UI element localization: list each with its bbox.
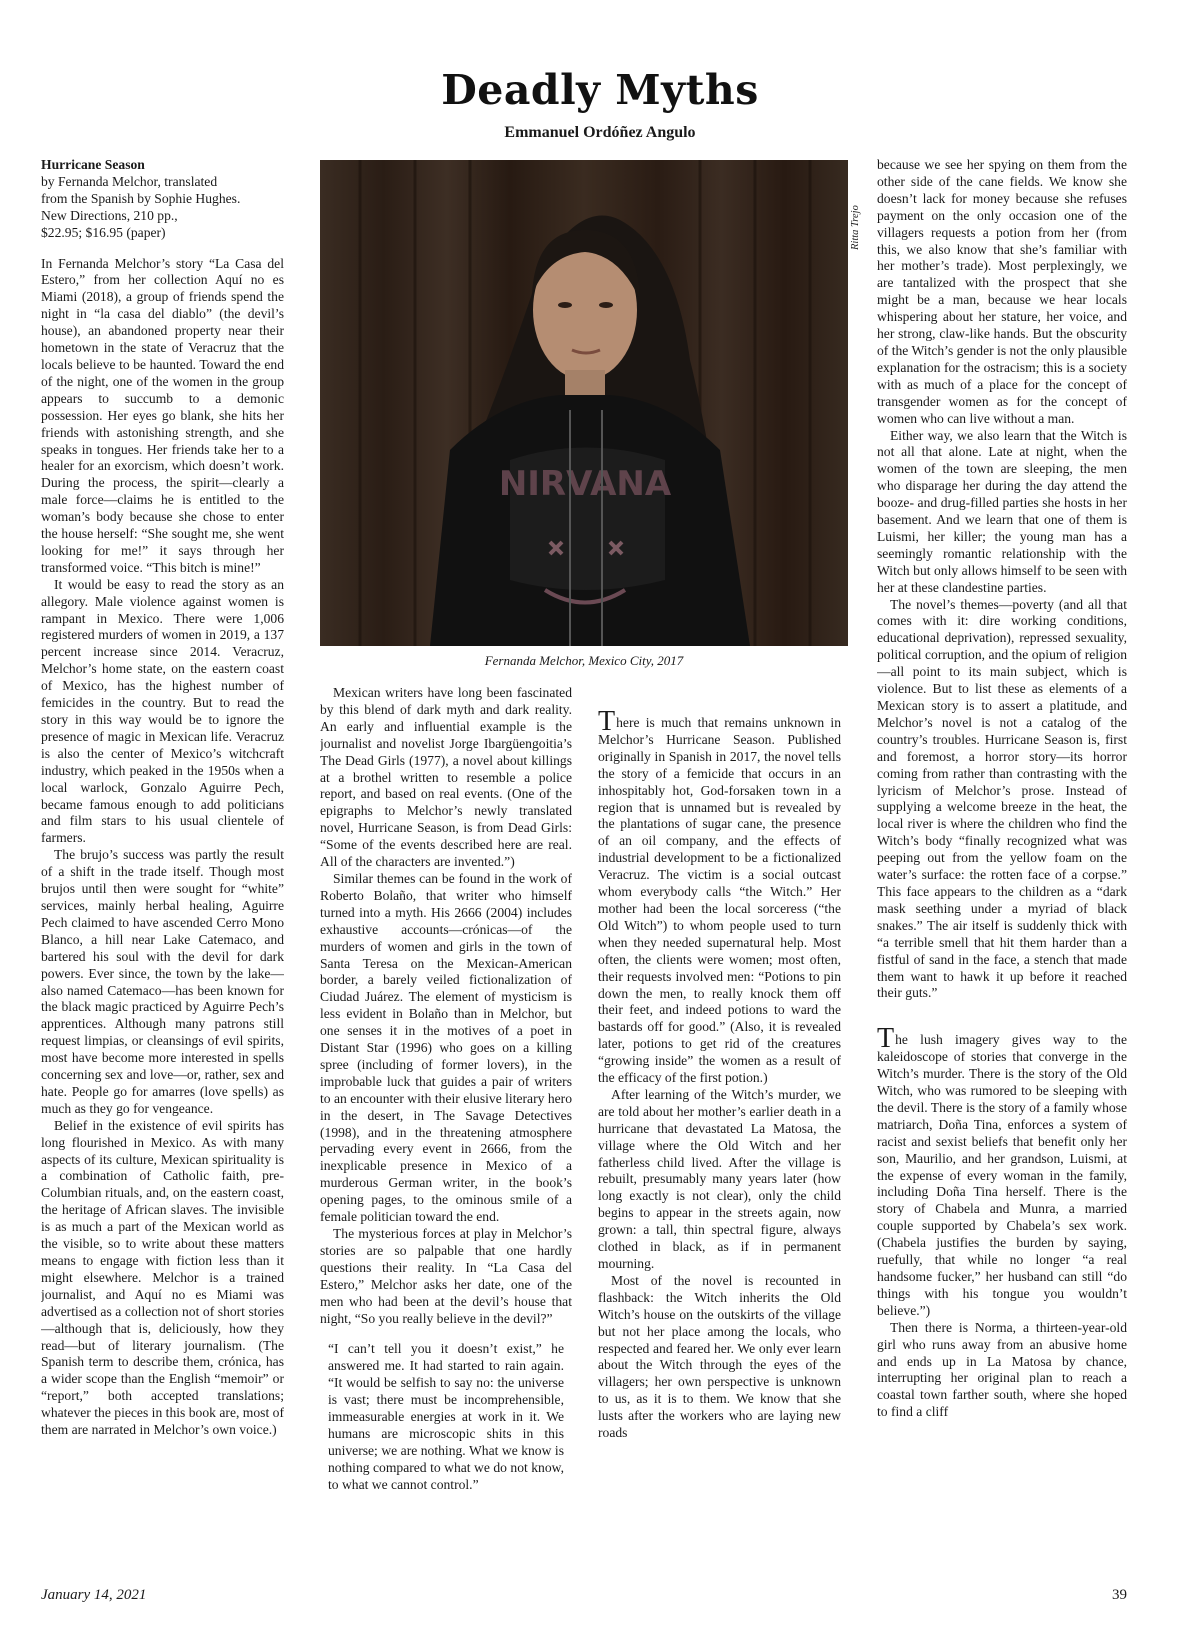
body-paragraph: The brujo’s success was partly the result of a shift in the trade itself. Though most brujos until then were sought for “white” services, mainly herbal healing, Aguirre Pech claimed to have ascended Cerro Mono Blanco, a hill near Lake Catemaco, and bartered his soul with the devil for dark powers. Ever since, the town by the lake—also named Catemaco—has been known for the black magic practiced by Aguirre Pech’s apprentices. Although many patrons still request limpias, or cleansings of evil spirits, most have become more interested in spells concerning sex and love—or, rather, sex and hate. People go for amarres (love spells) as much as they go for vengeance. xyxy=(41,847,284,1116)
body-paragraph: The novel’s themes—poverty (and all that comes with it: dire working conditions, educational deprivation), repressed sexuality, political corruption, and the opium of religion—all point to its main subject, which is violence. But to list these as elements of a Mexican story is to assert a platitude, and Melchor’s novel is not a catalog of the country’s troubles. Hurricane Season is, first and foremost, a horror story—its horror coming from rather than contrasting with the lyricism of Melchor’s prose. Instead of supplying a welcome breeze in the heat, the local river is where the children who find the Witch’s body “finally recognized what was peeping out from the yellow foam on the water’s surface: the rotten face of a corpse.” This face appears to the children as a “dark mask seething under a myriad of black snakes.” The air itself is suddenly thick with “a terrible smell that hit them harder than a fistful of sand in the face, a stench that made them want to hawk it up before it reached their guts.” xyxy=(877,596,1127,1001)
section-opening-paragraph xyxy=(598,706,841,1087)
paragraph-text: he lush imagery gives way to the kaleidoscope of stories that converge in the Witch’s murder. There is the story of the Old Witch, who was rumored to be sleeping with the devil. There is the story of a family whose matriarch, Doña Tina, enforces a system of racist and sexist beliefs that benefit only her son, Maurilio, and her grandson, Luismi, at the expense of every woman in the family, including Doña Tina herself. There is the story of Chabela and Munra, a married couple supported by Chabela’s sex work. (Chabela justifies the burden by saying, ruefully, that while no longer “a real handsome fucker,” her husband can still “do things with his tongue you wouldn’t believe.”) xyxy=(877,1032,1127,1318)
body-paragraph: In Fernanda Melchor’s story “La Casa del Estero,” from her collection Aquí no es Miami (2018), a group of friends spend the night in “la casa del diablo” (the devil’s house), an abandoned property near their hometown in the state of Veracruz that the locals believe to be haunted. Toward the end of the night, one of the women in the group appears to succumb to a demonic possession. Her eyes go blank, she hits her friends with astonishing strength, and she speaks in tongues. Her friends take her to a healer for an exorcism, which doesn’t work. During the process, the spirit—clearly a male force—claims he is entitled to the woman’s body because she chose to enter the house herself: “She sought me, she went looking for me!” it says through her transformed voice. “This bitch is mine!” xyxy=(41,255,284,575)
svg-text:NIRVANA: NIRVANA xyxy=(498,464,672,504)
paragraph-text: here is much that remains unknown in Melchor’s Hurricane Season. Published originally in Spanish in 2017, the novel tells the story of a femicide that occurs in an inhospitably hot, God-forsaken town in a region that is unnamed but is revealed by the plantations of sugar cane, the presence of an oil company, and the effects of industrial development to be a fictionalized Veracruz. The victim is a social outcast whom everybody calls “the Witch.” Her mother had been the local sorceress (“the Old Witch”) to whom people used to turn when they needed supernatural help. Most often, the clients were women; most often, their requests involved men: “Potions to pin down the men, to really knock them off their feet, and indeed potions to ward the bastards off for good.” (Also, it is revealed later, potions to get rid of the creatures “growing inside” the women as a result of the efficacy of the first potion.) xyxy=(598,715,841,1086)
book-info-line: $22.95; $16.95 (paper) xyxy=(41,224,166,240)
body-paragraph: Similar themes can be found in the work of Roberto Bolaño, that writer who himself turned into a myth. His 2666 (2004) includes exhaustive accounts—crónicas—of the murders of women and girls in the town of Santa Teresa on the Mexican-American border, a barely veiled fictionalization of Ciudad Juárez. The element of mysticism is less evident in Bolaño than in Melchor, but one senses it in the motives of a poet in Distant Star (1996) who goes on a killing spree (including of former lovers), in the improbable luck that guides a pair of writers to an encounter with their elusive literary hero in the desert, in The Savage Detectives (1998), and in the threatening atmosphere pervading every event in 2666, from the inexplicable presence in Mexico of a murderous German writer, in the book’s opening pages, to the ominous smile of a female politician toward the end. xyxy=(320,870,572,1225)
drop-cap: T xyxy=(598,706,616,737)
block-quote: “I can’t tell you it doesn’t exist,” he answered me. It had started to rain again. “It would be selfish to say no: the universe is vast; there must be incomprehensible, immeasurable energies at work in it. We humans are microscopic shits in this universe; we are nothing. What we know is nothing compared to what we do not know, to what we cannot control.” xyxy=(328,1341,564,1492)
column-1 xyxy=(41,157,284,1567)
author-photo xyxy=(320,160,848,646)
issue-date: January 14, 2021 xyxy=(41,1587,147,1603)
body-paragraph: Then there is Norma, a thirteen-year-old girl who runs away from an abusive home and ends up in La Matosa by chance, interrupting her original plan to reach a coastal town farther south, where she hoped to find a cliff xyxy=(877,1319,1127,1420)
author-byline: Emmanuel Ordóñez Angulo xyxy=(504,124,696,141)
photo-caption: Fernanda Melchor, Mexico City, 2017 xyxy=(484,653,684,668)
body-paragraph: It would be easy to read the story as an allegory. Male violence against women is rampant in Mexico. There were 1,006 registered murders of women in 2019, a 137 percent increase since 2014. Veracruz, Melchor’s home state, on the eastern coast of Mexico, has the highest number of femicides in the country. But to read the story in this way would be to ignore the presence of magic in Mexican life. Veracruz is also the center of Mexico’s witchcraft industry, which peaked in the 1950s when a local warlock, Gonzalo Aguirre Pech, became famous enough to add politicians and film stars to his usual clientele of farmers. xyxy=(41,576,284,846)
page-number: 39 xyxy=(1112,1587,1127,1603)
portrait-illustration xyxy=(320,160,848,646)
book-info-line: New Directions, 210 pp., xyxy=(41,207,178,223)
body-paragraph: The mysterious forces at play in Melchor’s stories are so palpable that one hardly questions their reality. In “La Casa del Estero,” Melchor asks her date, one of the men who had been at the devil’s house that night, “So you really believe in the devil?” xyxy=(320,1226,572,1326)
photo-credit: Ritta Trejo xyxy=(850,205,861,250)
book-info-line: from the Spanish by Sophie Hughes. xyxy=(41,190,241,206)
drop-cap: T xyxy=(877,1023,895,1055)
book-info-line: by Fernanda Melchor, translated xyxy=(41,173,218,189)
book-info xyxy=(41,157,284,242)
body-paragraph: Either way, we also learn that the Witch is not all that alone. Late at night, when the women of the town are sleeping, the men who disparage her during the day attend the booze- and drug-filled parties she hosts in her basement. And we learn that one of them is Luismi, her killer; the young man has a seemingly romantic relationship with the Witch but only allows himself to be seen with her at these clandestine parties. xyxy=(877,427,1127,595)
body-paragraph: Most of the novel is recounted in flashback: the Witch inherits the Old Witch’s house on the outskirts of the village but not her place among the locals, who respected and feared her. We only ever learn about the Witch through the eyes of the villagers; her own perspective is unknown to us, as it is to them. We know that she lusts after the workers who are laying new roads xyxy=(598,1272,841,1441)
column-3 xyxy=(598,685,841,1565)
body-paragraph: Belief in the existence of evil spirits has long flourished in Mexico. As with many aspects of its culture, Mexican spirituality is a combination of Catholic faith, pre-Columbian rituals, and, on the eastern coast, the heritage of African slaves. The invisible is as much a part of the Mexican world as the visible, so to write about these matters means to engage with fiction less than it might elsewhere. Melchor is a trained journalist, and Aquí no es Miami was advertised as a collection not of short stories—although that is, deliciously, how they read—but of literary journalism. (The Spanish term to describe them, crónica, has a wider scope than the English “memoir” or “report,” both accepted translations; whatever the pieces in this book are, most of them are narrated in Melchor’s own voice.) xyxy=(41,1117,284,1438)
article-title: Deadly Myths xyxy=(441,66,759,114)
section-opening-paragraph xyxy=(877,1023,1127,1319)
body-paragraph: Mexican writers have long been fascinated by this blend of dark myth and dark reality. An early and influential example is the journalist and novelist Jorge Ibargüengoitia’s The Dead Girls (1977), a novel about killings at a brothel written to resemble a police report, and based on real events. (One of the epigraphs to Melchor’s newly translated novel, Hurricane Season, is from Dead Girls: “Some of the events described here are real. All of the characters are invented.”) xyxy=(320,685,572,870)
body-paragraph: After learning of the Witch’s murder, we are told about her mother’s earlier death in a hurricane that devastated La Matosa, the village where the Old Witch and her fatherless child lived. After the village is rebuilt, presumably many years later (how long exactly is not clear), only the child begins to appear in the streets again, now grown: a tall, thin spectral figure, always clothed in black, as if in permanent mourning. xyxy=(598,1086,841,1271)
column-2 xyxy=(320,685,572,1565)
book-title: Hurricane Season xyxy=(41,157,145,172)
column-4 xyxy=(877,157,1127,1567)
body-paragraph: because we see her spying on them from the other side of the cane fields. We know she doesn’t lack for money because she refuses payment on the only occasion one of the villagers requests a potion from her (from this, we also know that she’s familiar with her mother’s trade). Most perplexingly, we are tantalized with the prospect that she might be a man, because we hear locals whispering about her stature, her voice, and her strong, claw-like hands. But the obscurity of the Witch’s gender is not the only plausible explanation for the ostracism; this is a society with as much of a place for the concept of transgender women as for the concept of women who can live without a man. xyxy=(877,157,1127,426)
